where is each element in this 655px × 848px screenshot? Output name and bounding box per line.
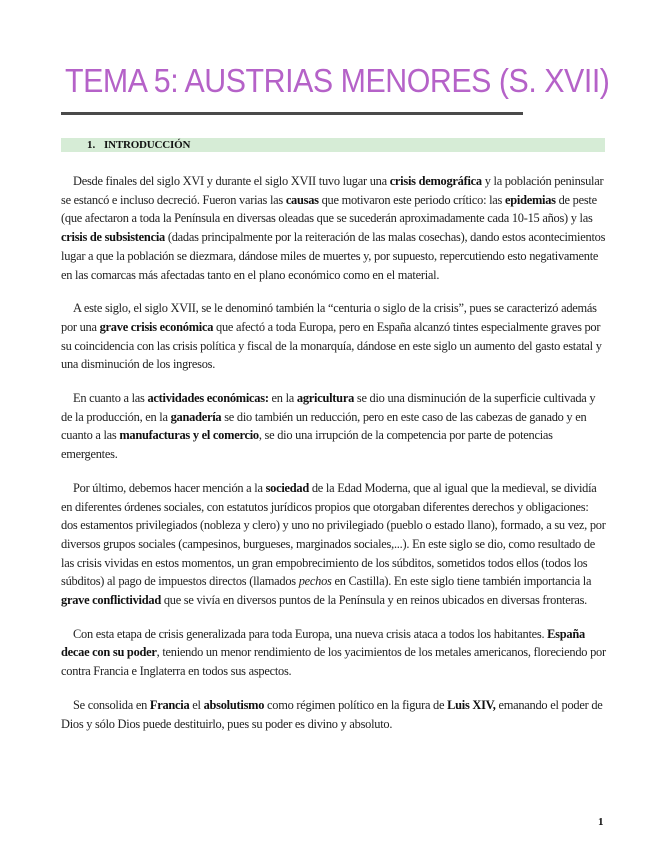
bold-term: causas — [285, 192, 319, 207]
text-run: (dadas principalmente por la reiteración de las malas cosechas), dando estos acontecimientos lugar a que la población se diezmara, dándose miles de muertes y, por supuesto, repercutiendo esto negativamente en las comarcas más afectadas tanto en el plano económico como en el material. — [61, 230, 606, 282]
body-text — [61, 172, 606, 748]
bold-term: grave crisis económica — [99, 319, 214, 334]
text-run: se dio una disminución de la superficie cultivada y de la producción, en la — [61, 391, 596, 424]
paragraph-economic-crisis — [61, 299, 606, 374]
bold-term: grave conflictividad — [61, 593, 161, 608]
section-number: 1. — [87, 139, 96, 151]
text-run: , teniendo un menor rendimiento de los yacimientos de los metales americanos, floreciendo por contra Francia e Inglaterra en todos sus aspectos. — [61, 645, 606, 679]
bold-term: Luis XIV, — [447, 697, 496, 712]
bold-term: agricultura — [296, 391, 355, 406]
text-run: Con esta etapa de crisis generalizada para toda Europa, una nueva crisis ataca a todos los habitantes. — [73, 626, 548, 641]
text-run: , se dio una irrupción de la competencia por parte de potencias emergentes. — [61, 428, 553, 462]
text-run: de peste (que afectaron a toda la Península en diversas oleadas que se sucederán aproximadamente cada 10-15 años) y las — [61, 192, 597, 226]
paragraph-spain-decline — [61, 625, 606, 681]
text-run: que se vivía en diversos puntos de la Península y en reinos ubicados en diversas fronteras. — [160, 593, 588, 608]
text-run: en Castilla). En este siglo tiene también importancia la — [331, 574, 592, 589]
text-run: emanando el poder de Dios y sólo Dios puede destituirlo, pues su poder es divino y absoluto. — [61, 697, 603, 731]
text-run: como régimen político en la figura de — [264, 697, 448, 712]
text-run: Desde finales del siglo XVI y durante el siglo XVII tuvo lugar una — [73, 174, 390, 188]
bold-term: ganadería — [170, 409, 222, 424]
paragraph-society — [61, 479, 606, 610]
bold-term: epidemias — [504, 192, 556, 207]
bold-term: sociedad — [265, 480, 310, 495]
bold-term: España decae con su poder — [61, 626, 585, 660]
bold-term: actividades económicas: — [147, 391, 269, 406]
section-label: INTRODUCCIÓN — [104, 139, 191, 151]
text-run: se dio también un reducción, pero en este caso de las cabezas de ganado y en cuanto a las — [61, 409, 587, 443]
text-run: En cuanto a las — [73, 391, 148, 406]
bold-term: crisis demográfica — [389, 174, 482, 188]
text-run: A este siglo, el siglo XVII, se le denominó también la “centuria o siglo de la crisis”, pues se caracterizó además por una — [61, 301, 597, 334]
text-run: que motivaron este periodo crítico: las — [318, 192, 505, 207]
bold-term: crisis de subsistencia — [61, 230, 165, 245]
text-run: de la Edad Moderna, que al igual que la medieval, se dividía en diferentes órdenes sociales, con estatutos jurídicos propios que otorgaban diferentes derechos y obligaciones: dos estamentos privilegiados (nobleza y clero) y uno no privilegiado (pueblo o estado llano), formado, a su vez, por diversos grupos sociales (campesinos, burgueses, marginados sociales,...). En este siglo se dio, como resultado de las crisis vividas en estos momentos, un gran empobrecimiento de los súbditos, sometidos todos ellos (todos los súbditos) al pago de impuestos directos (llamados — [61, 480, 606, 589]
text-run: que afectó a toda Europa, pero en España alcanzó tintes especialmente graves por su coincidencia con las crisis política y fiscal de la monarquía, dándose en este siglo un aumento del gasto estatal y una disminución de los ingresos. — [61, 319, 602, 372]
title-underline — [61, 112, 523, 115]
paragraph-economic-activities — [61, 389, 606, 464]
text-run: en la — [268, 391, 297, 406]
bold-term: manufacturas y el comercio — [119, 428, 259, 443]
paragraph-france-absolutism — [61, 696, 606, 733]
text-run: y la población peninsular se estancó e incluso decreció. Fueron varias las — [61, 174, 604, 207]
text-run: Se consolida en — [73, 697, 150, 712]
text-run: Por último, debemos hacer mención a la — [73, 480, 266, 495]
text-run: el — [189, 697, 204, 712]
page-title: TEMA 5: AUSTRIAS MENORES (S. XVII) — [65, 62, 610, 99]
bold-term: absolutismo — [203, 697, 265, 712]
bold-term: Francia — [149, 697, 190, 712]
section-heading-bar — [61, 138, 605, 152]
italic-term: pechos — [298, 574, 332, 589]
page-number: 1 — [598, 816, 604, 828]
paragraph-demographic-crisis — [61, 172, 606, 284]
